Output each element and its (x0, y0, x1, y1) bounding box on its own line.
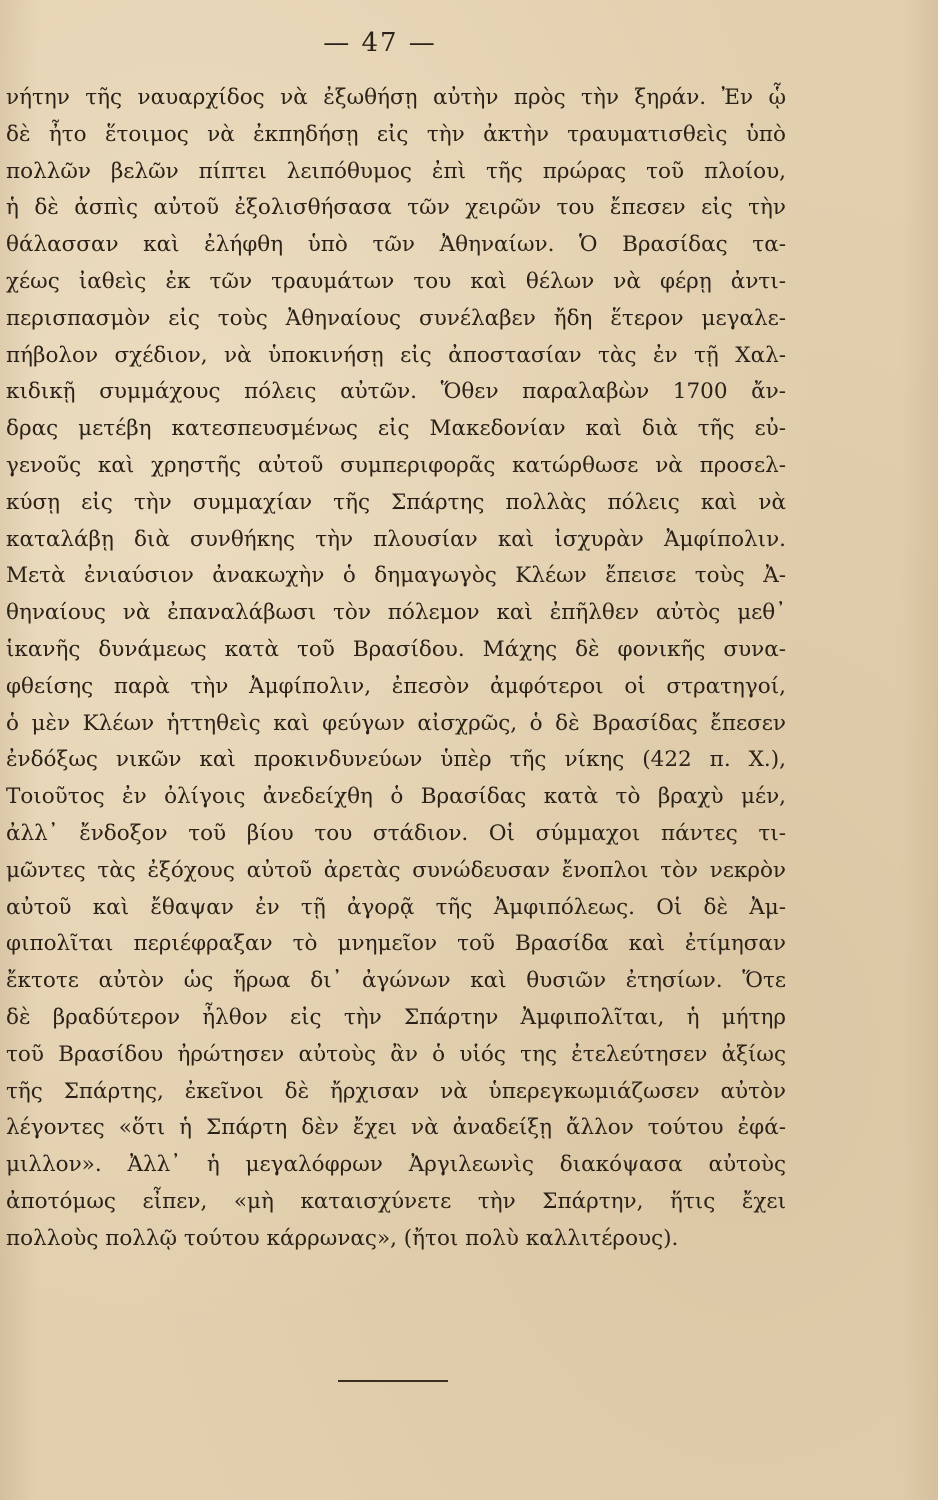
text-line: γενοῦς καὶ χρηστῆς αὐτοῦ συμπεριφορᾶς κατώρθωσε νὰ προσελ- (6, 452, 786, 478)
text-line: πήβολον σχέδιον, νὰ ὑποκινήσῃ εἰς ἀποστασίαν τὰς ἐν τῇ Χαλ- (6, 342, 786, 368)
text-line: λέγοντες «ὅτι ἡ Σπάρτη δὲν ἔχει νὰ ἀναδείξῃ ἄλλον τούτου ἐφά- (6, 1115, 786, 1141)
text-line: ἀποτόμως εἶπεν, «μὴ καταισχύνετε τὴν Σπάρτην, ἥτις ἔχει (6, 1188, 786, 1214)
text-line: φθείσης παρὰ τὴν Ἀμφίπολιν, ἐπεσὸν ἀμφότεροι οἱ στρατηγοί, (6, 673, 786, 699)
text-line: ὁ μὲν Κλέων ἡττηθεὶς καὶ φεύγων αἰσχρῶς, ὁ δὲ Βρασίδας ἔπεσεν (6, 710, 786, 736)
text-line: κύσῃ εἰς τὴν συμμαχίαν τῆς Σπάρτης πολλὰς πόλεις καὶ νὰ (6, 489, 786, 515)
text-line-last: πολλοὺς πολλῷ τούτου κάρρωνας», (ἤτοι πολὺ καλλιτέρους). (6, 1225, 679, 1251)
text-line: θάλασσαν καὶ ἐλήφθη ὑπὸ τῶν Ἀθηναίων. Ὁ Βρασίδας τα- (6, 232, 786, 258)
text-line: δὲ βραδύτερον ἦλθον εἰς τὴν Σπάρτην Ἀμφιπολῖται, ἡ μήτηρ (6, 1004, 786, 1030)
text-line: περισπασμὸν εἰς τοὺς Ἀθηναίους συνέλαβεν ἤδη ἕτερον μεγαλε- (6, 305, 786, 331)
text-line: τῆς Σπάρτης, ἐκεῖνοι δὲ ἤρχισαν νὰ ὑπερεγκωμιάζωσεν αὐτὸν (6, 1078, 786, 1104)
text-line: Μετὰ ἐνιαύσιον ἀνακωχὴν ὁ δημαγωγὸς Κλέων ἔπεισε τοὺς Ἀ- (6, 563, 786, 589)
text-line: μιλλον». Ἀλλ᾽ ἡ μεγαλόφρων Ἀργιλεωνὶς διακόψασα αὐτοὺς (6, 1152, 786, 1178)
text-line: καταλάβῃ διὰ συνθήκης τὴν πλουσίαν καὶ ἰσχυρὰν Ἀμφίπολιν. (6, 526, 786, 552)
text-line: δρας μετέβη κατεσπευσμένως εἰς Μακεδονίαν καὶ διὰ τῆς εὐ- (6, 416, 786, 442)
text-line: ἐνδόξως νικῶν καὶ προκινδυνεύων ὑπὲρ τῆς νίκης (422 π. Χ.), (6, 747, 786, 773)
text-line: χέως ἰαθεὶς ἐκ τῶν τραυμάτων του καὶ θέλων νὰ φέρῃ ἀντι- (6, 268, 786, 294)
text-line: ἔκτοτε αὐτὸν ὡς ἥρωα δι᾽ ἀγώνων καὶ θυσιῶν ἐτησίων. Ὅτε (6, 968, 786, 994)
text-line: Τοιοῦτος ἐν ὀλίγοις ἀνεδείχθη ὁ Βρασίδας κατὰ τὸ βραχὺ μέν, (6, 784, 786, 810)
text-line: μῶντες τὰς ἐξόχους αὐτοῦ ἀρετὰς συνώδευσαν ἔνοπλοι τὸν νεκρὸν (6, 857, 786, 883)
text-line: δὲ ἦτο ἕτοιμος νὰ ἐκπηδήσῃ εἰς τὴν ἀκτὴν τραυματισθεὶς ὑπὸ (6, 121, 786, 147)
text-line: ἱκανῆς δυνάμεως κατὰ τοῦ Βρασίδου. Μάχης δὲ φονικῆς συνα- (6, 636, 786, 662)
text-line: αὐτοῦ καὶ ἔθαψαν ἐν τῇ ἀγορᾷ τῆς Ἀμφιπόλεως. Οἱ δὲ Ἀμ- (6, 894, 786, 920)
section-end-rule (338, 1380, 448, 1382)
text-line: θηναίους νὰ ἐπαναλάβωσι τὸν πόλεμον καὶ ἐπῆλθεν αὐτὸς μεθ᾽ (6, 600, 786, 626)
text-line: φιπολῖται περιέφραξαν τὸ μνημεῖον τοῦ Βρασίδα καὶ ἐτίμησαν (6, 931, 786, 957)
text-line: πολλῶν βελῶν πίπτει λειπόθυμος ἐπὶ τῆς πρώρας τοῦ πλοίου, (6, 158, 786, 184)
body-text (6, 80, 786, 1258)
text-line: τοῦ Βρασίδου ἠρώτησεν αὐτοὺς ἂν ὁ υἱός της ἐτελεύτησεν ἀξίως (6, 1041, 786, 1067)
text-line: ἀλλ᾽ ἔνδοξον τοῦ βίου του στάδιον. Οἱ σύμμαχοι πάντες τι- (6, 820, 786, 846)
text-line: ἡ δὲ ἀσπὶς αὐτοῦ ἐξολισθήσασα τῶν χειρῶν του ἔπεσεν εἰς τὴν (6, 195, 786, 221)
text-line: κιδικῇ συμμάχους πόλεις αὐτῶν. Ὅθεν παραλαβὼν 1700 ἄν- (6, 379, 786, 405)
text-line: νήτην τῆς ναυαρχίδος νὰ ἐξωθήσῃ αὐτὴν πρὸς τὴν ξηράν. Ἐν ᾧ (6, 85, 786, 110)
page-number: — 47 — (323, 28, 437, 58)
